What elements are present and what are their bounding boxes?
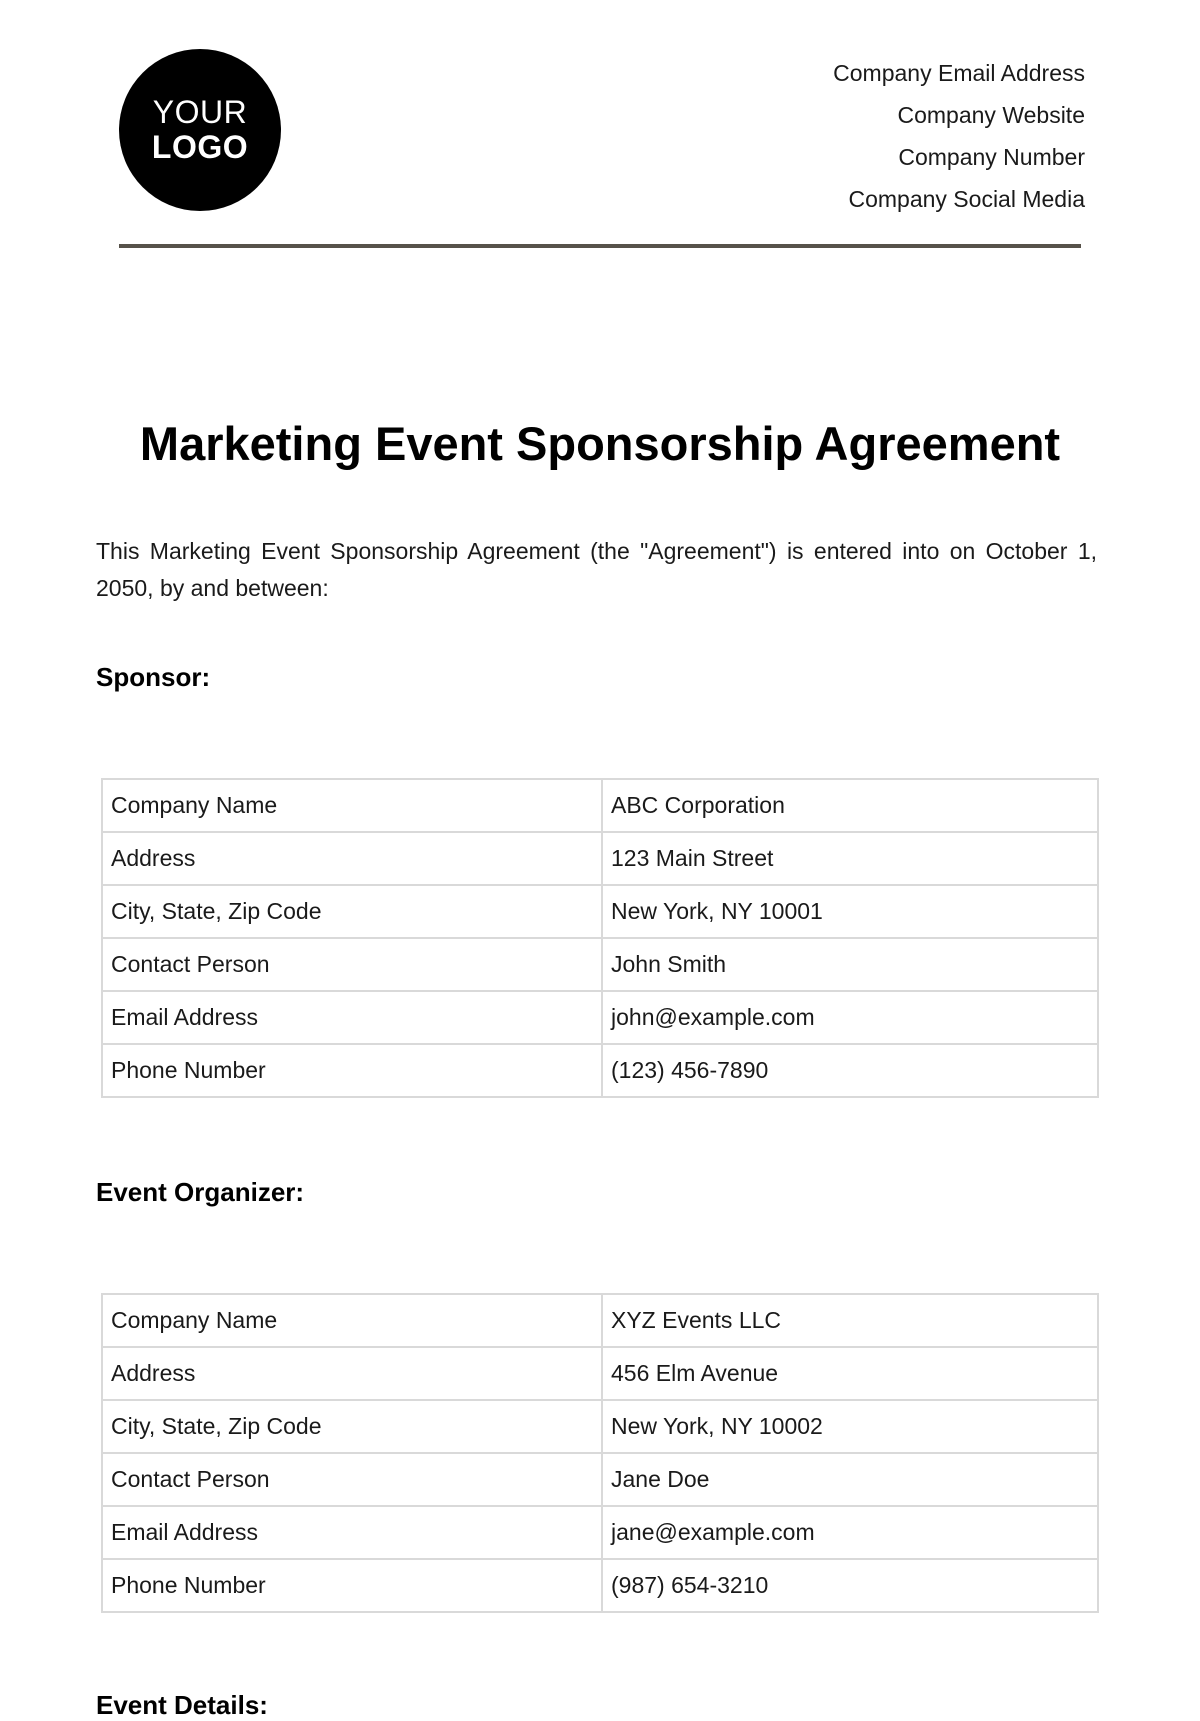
table-row — [102, 938, 1098, 991]
organizer-phone-label: Phone Number — [102, 1559, 602, 1612]
company-email: Company Email Address — [833, 60, 1085, 86]
sponsor-contact-label: Contact Person — [102, 938, 602, 991]
table-row — [102, 1506, 1098, 1559]
table-row — [102, 1400, 1098, 1453]
table-row — [102, 885, 1098, 938]
organizer-contact-value: Jane Doe — [602, 1453, 1098, 1506]
logo-text-top: YOUR — [152, 94, 248, 131]
sponsor-company-name-value: ABC Corporation — [602, 779, 1098, 832]
table-row — [102, 1453, 1098, 1506]
document-title: Marketing Event Sponsorship Agreement — [139, 417, 1061, 470]
organizer-heading: Event Organizer: — [96, 1177, 305, 1207]
table-row — [102, 1559, 1098, 1612]
table-row — [102, 1294, 1098, 1347]
sponsor-contact-value: John Smith — [602, 938, 1098, 991]
company-website: Company Website — [897, 102, 1085, 128]
sponsor-city-label: City, State, Zip Code — [102, 885, 602, 938]
organizer-address-label: Address — [102, 1347, 602, 1400]
sponsor-phone-label: Phone Number — [102, 1044, 602, 1097]
table-row — [102, 991, 1098, 1044]
event-details-heading: Event Details: — [96, 1690, 268, 1720]
organizer-phone-value: (987) 654-3210 — [602, 1559, 1098, 1612]
sponsor-company-name-label: Company Name — [102, 779, 602, 832]
logo-text-bottom: LOGO — [151, 129, 249, 165]
header-divider — [119, 244, 1081, 248]
sponsor-address-value: 123 Main Street — [602, 832, 1098, 885]
sponsor-heading: Sponsor: — [96, 662, 211, 692]
sponsor-phone-value: (123) 456-7890 — [602, 1044, 1098, 1097]
organizer-email-label: Email Address — [102, 1506, 602, 1559]
sponsor-email-label: Email Address — [102, 991, 602, 1044]
organizer-city-label: City, State, Zip Code — [102, 1400, 602, 1453]
table-row — [102, 779, 1098, 832]
company-social-media: Company Social Media — [848, 186, 1085, 212]
sponsor-city-value: New York, NY 10001 — [602, 885, 1098, 938]
organizer-address-value: 456 Elm Avenue — [602, 1347, 1098, 1400]
sponsor-table — [101, 778, 1099, 1098]
table-row — [102, 1044, 1098, 1097]
company-logo — [119, 49, 281, 211]
table-row — [102, 1347, 1098, 1400]
sponsor-email-value: john@example.com — [602, 991, 1098, 1044]
company-contact-block — [833, 52, 1085, 220]
organizer-table — [101, 1293, 1099, 1613]
table-row — [102, 832, 1098, 885]
organizer-email-value: jane@example.com — [602, 1506, 1098, 1559]
company-number: Company Number — [898, 144, 1085, 170]
sponsor-address-label: Address — [102, 832, 602, 885]
organizer-city-value: New York, NY 10002 — [602, 1400, 1098, 1453]
organizer-company-name-value: XYZ Events LLC — [602, 1294, 1098, 1347]
organizer-company-name-label: Company Name — [102, 1294, 602, 1347]
intro-paragraph: This Marketing Event Sponsorship Agreement (the "Agreement") is entered into on October 1, 2050, by and between: — [96, 538, 1097, 601]
organizer-contact-label: Contact Person — [102, 1453, 602, 1506]
